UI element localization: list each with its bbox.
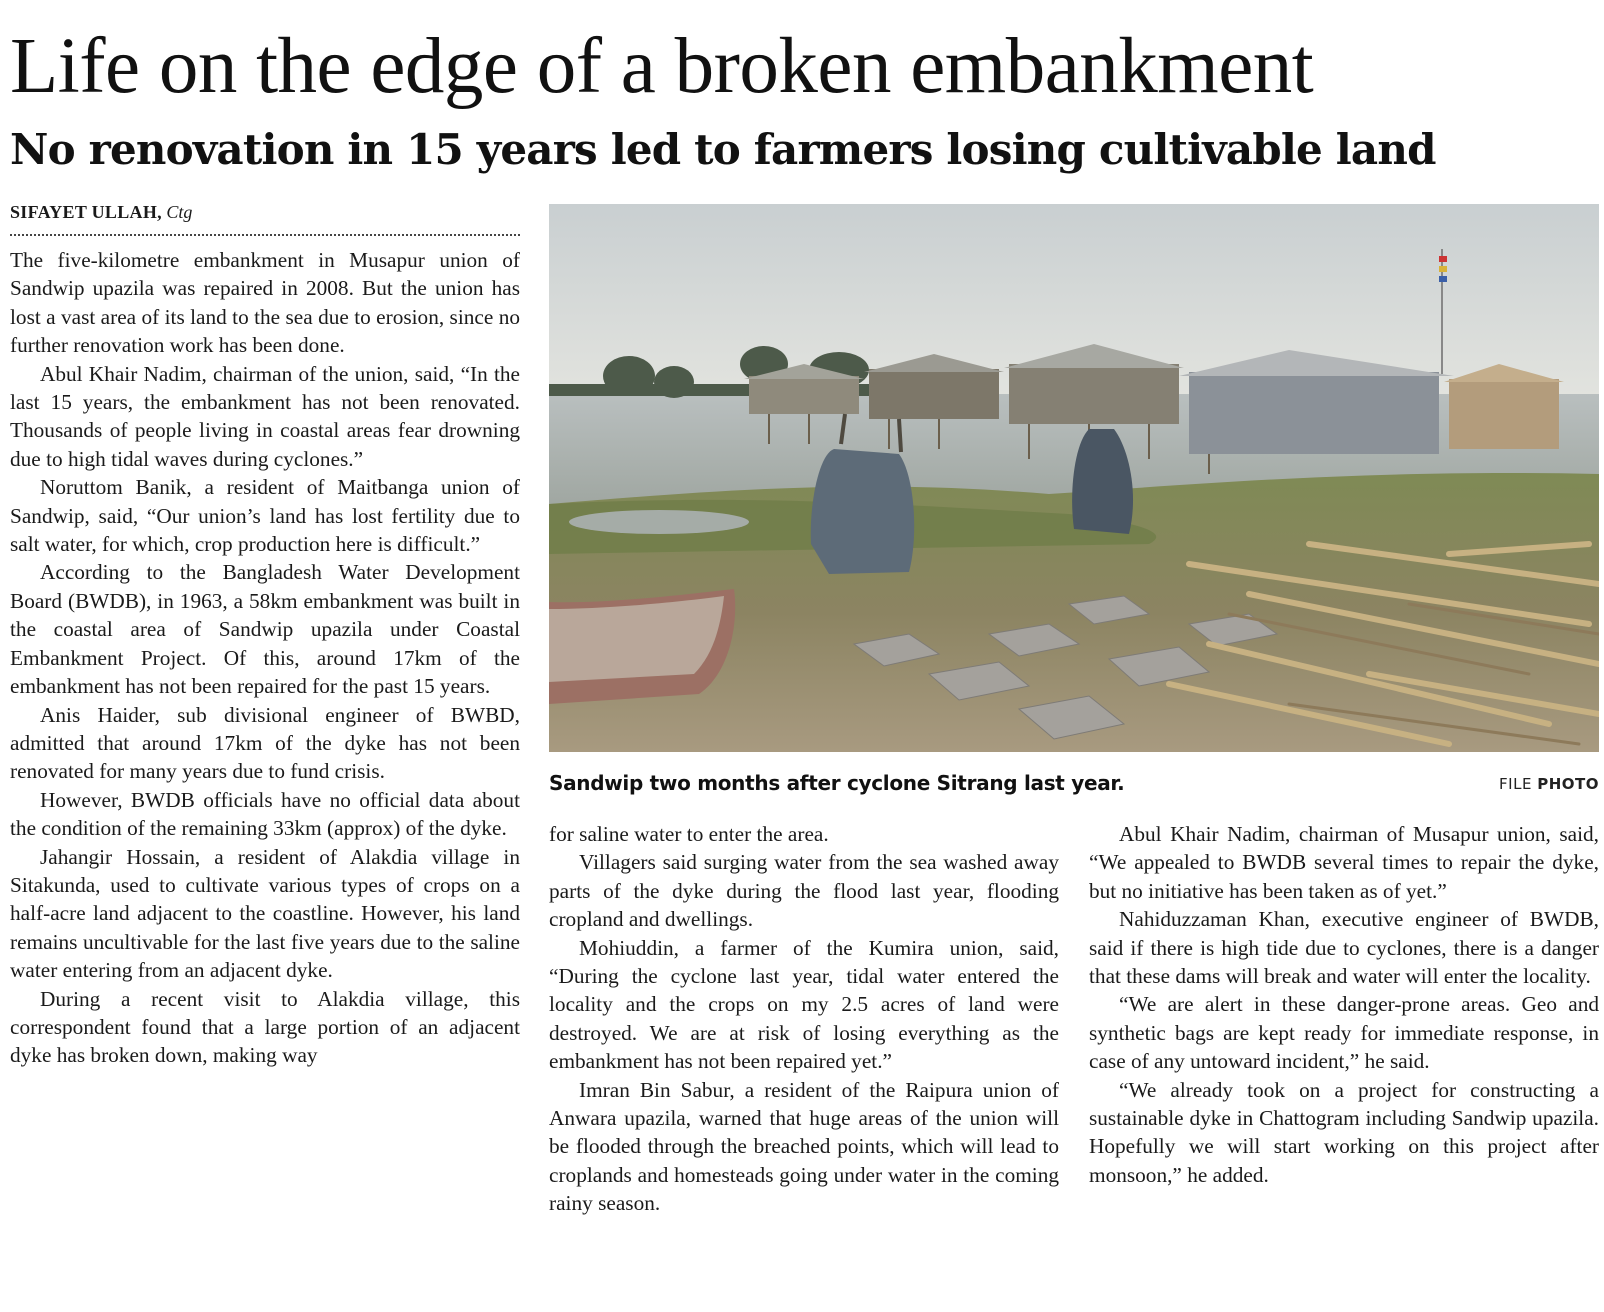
photo-credit: [1499, 774, 1599, 794]
paragraph: Noruttom Banik, a resident of Maitbanga union of Sandwip, said, “Our union’s land has lost fertility due to salt water, for which, crop production here is difficult.”: [10, 475, 520, 557]
byline-divider: [10, 234, 520, 236]
article-photo: [549, 204, 1599, 752]
subheadline: No renovation in 15 years led to farmers losing cultivable land: [10, 125, 1436, 174]
paragraph: Anis Haider, sub divisional engineer of BWBD, admitted that around 17km of the dyke has not been renovated for many years due to fund crisis.: [10, 702, 520, 784]
paragraph: Villagers said surging water from the sea washed away parts of the dyke during the flood last year, flooding cropland and dwellings.: [549, 850, 1059, 932]
article-column-3: [1089, 820, 1599, 1312]
paragraph: Abul Khair Nadim, chairman of Musapur union, said, “We appealed to BWDB several times to repair the dyke, but no initiative has been taken as of yet.”: [1089, 822, 1599, 903]
paragraph: Nahiduzzaman Khan, executive engineer of BWDB, said if there is high tide due to cyclones, there is a danger that these dams will break and water will enter the locality.: [1089, 907, 1599, 989]
article-column-1: [10, 246, 520, 1310]
paragraph: Abul Khair Nadim, chairman of the union, said, “In the last 15 years, the embankment has not been renovated. Thousands of people living in coastal areas fear drowning due to high tidal waves during cyclones.”: [10, 361, 520, 471]
article-column-2: [549, 820, 1059, 1312]
paragraph: Mohiuddin, a farmer of the Kumira union, said, “During the cyclone last year, tidal water entered the locality and the crops on my 2.5 acres of land were destroyed. We are at risk of losing everything as the embankment has not been repaired yet.”: [549, 935, 1059, 1074]
byline-location: Ctg: [166, 202, 193, 222]
paragraph: Imran Bin Sabur, a resident of the Raipura union of Anwara upazila, warned that huge areas of the union will be flooded through the breached points, which will lead to croplands and homesteads going under water in the coming rainy season.: [549, 1077, 1059, 1216]
byline: [10, 201, 520, 223]
paragraph: The five-kilometre embankment in Musapur union of Sandwip upazila was repaired in 2008. But the union has lost a vast area of its land to the sea due to erosion, since no further renovation work has been done.: [10, 248, 520, 358]
headline: Life on the edge of a broken embankment: [10, 23, 1314, 110]
paragraph: for saline water to enter the area.: [549, 822, 829, 846]
embankment-photo-illustration: [549, 204, 1599, 752]
paragraph: During a recent visit to Alakdia village, this correspondent found that a large portion of an adjacent dyke has broken down, making way: [10, 986, 520, 1068]
paragraph: However, BWDB officials have no official data about the condition of the remaining 33km (approx) of the dyke.: [10, 787, 520, 841]
paragraph: “We are alert in these danger-prone areas. Geo and synthetic bags are kept ready for immediate response, in case of any untoward incident,” he said.: [1089, 992, 1599, 1074]
paragraph: Jahangir Hossain, a resident of Alakdia village in Sitakunda, used to cultivate various types of crops on a half-acre land adjacent to the coastline. However, his land remains uncultivable for the last five years due to the saline water entering from an adjacent dyke.: [10, 844, 520, 983]
byline-author: SIFAYET ULLAH,: [10, 202, 162, 222]
paragraph: According to the Bangladesh Water Development Board (BWDB), in 1963, a 58km embankment was built in the coastal area of Sandwip upazila under Coastal Embankment Project. Of this, around 17km of the embankment has not been repaired for the past 15 years.: [10, 560, 520, 699]
photo-credit-prefix: FILE: [1499, 775, 1532, 793]
photo-caption: Sandwip two months after cyclone Sitrang last year.: [549, 771, 1125, 795]
paragraph: “We already took on a project for constructing a sustainable dyke in Chattogram including Sandwip upazila. Hopefully we will start working on this project after monsoon,” he added.: [1089, 1077, 1599, 1187]
photo-credit-label: PHOTO: [1537, 775, 1599, 793]
